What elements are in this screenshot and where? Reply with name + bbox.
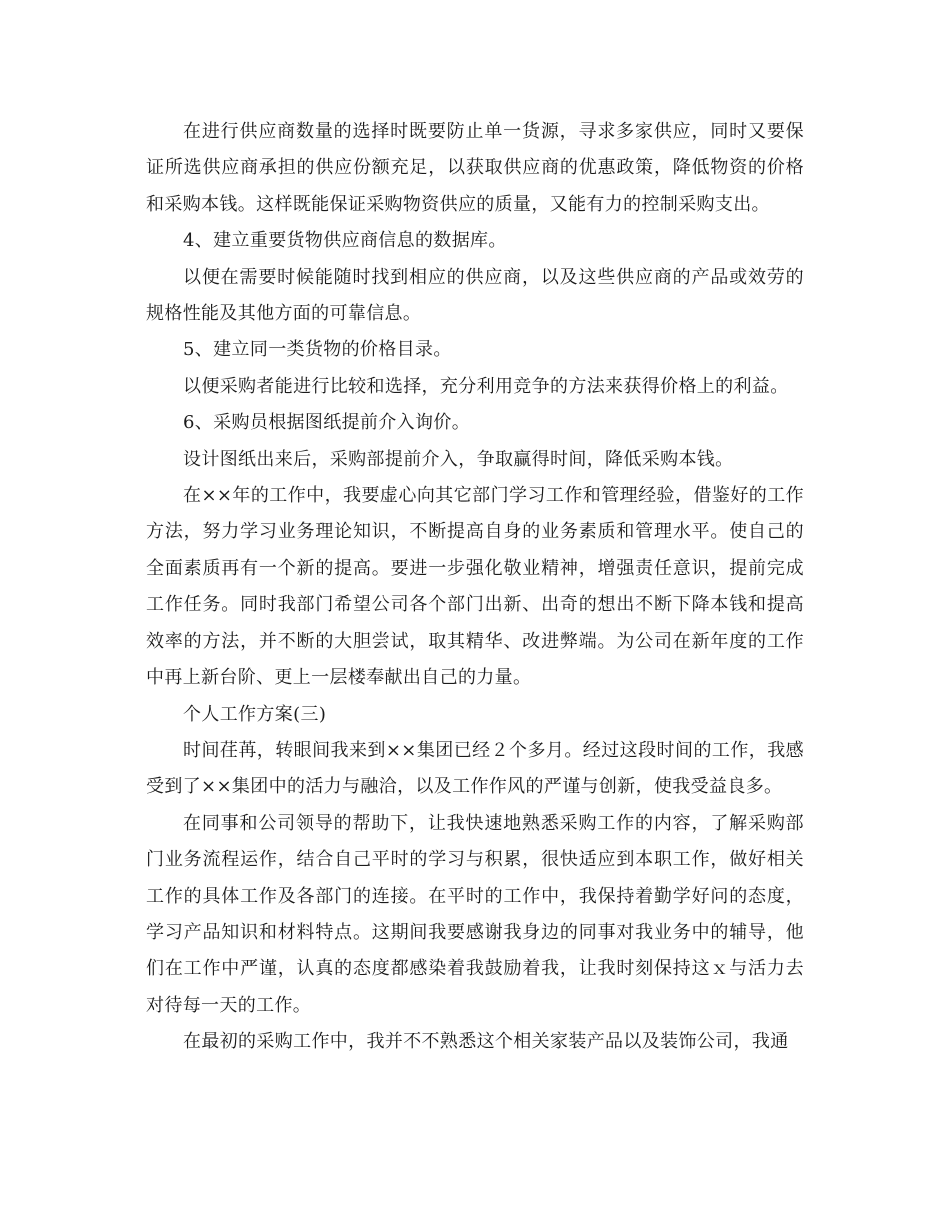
document-body [146,114,804,1061]
paragraph-colleagues: 在同事和公司领导的帮助下，让我快速地熟悉采购工作的内容，了解采购部门业务流程运作，结合自己平时的学习与积累，很快适应到本职工作，做好相关工作的具体工作及各部门的连接。在平时的工作中，我保持着勤学好问的态度，学习产品知识和材料特点。这期间我要感谢我身边的同事对我业务中的辅导，他们在工作中严谨，认真的态度都感染着我鼓励着我，让我时刻保持这ｘ与活力去对待每一天的工作。 [146,812,804,1016]
paragraph-initial-work: 在最初的采购工作中，我并不不熟悉这个相关家装产品以及装饰公司，我通 [183,1031,789,1053]
item-5-heading: 5、建立同一类货物的价格目录。 [183,339,452,361]
paragraph-year-plan: 在××年的工作中，我要虚心向其它部门学习工作和管理经验，借鉴好的工作方法，努力学习业务理论知识，不断提高自身的业务素质和管理水平。使自己的全面素质再有一个新的提高。要进一步强化敬业精神，增强责任意识，提前完成工作任务。同时我部门希望公司各个部门出新、出奇的想出不断下降本钱和提高效率的方法，并不断的大胆尝试，取其精华、改进弊端。为公司在新年度的工作中再上新台阶、更上一层楼奉献出自己的力量。 [146,485,804,689]
paragraph-item-6: 设计图纸出来后，采购部提前介入，争取赢得时间，降低采购本钱。 [183,448,734,470]
paragraph-item-5: 以便采购者能进行比较和选择，充分利用竞争的方法来获得价格上的利益。 [183,375,789,397]
paragraph-item-4: 以便在需要时候能随时找到相应的供应商，以及这些供应商的产品或效劳的规格性能及其他方面的可靠信息。 [146,266,804,325]
item-6-heading: 6、采购员根据图纸提前介入询价。 [183,412,471,434]
section-title-plan-3: 个人工作方案(三) [183,703,327,725]
paragraph-time: 时间荏苒，转眼间我来到××集团已经２个多月。经过这段时间的工作，我感受到了××集团中的活力与融洽，以及工作作风的严谨与创新，使我受益良多。 [146,739,804,798]
paragraph-supplier-quantity: 在进行供应商数量的选择时既要防止单一货源，寻求多家供应，同时又要保证所选供应商承担的供应份额充足，以获取供应商的优惠政策，降低物资的价格和采购本钱。这样既能保证采购物资供应的质量，又能有力的控制采购支出。 [146,121,804,215]
item-4-heading: 4、建立重要货物供应商信息的数据库。 [183,230,507,252]
